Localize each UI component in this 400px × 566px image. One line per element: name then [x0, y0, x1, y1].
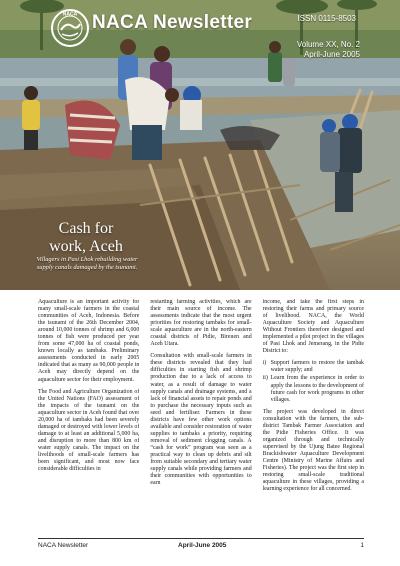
issue-date: April-June 2005 [303, 50, 360, 59]
list-item [263, 375, 364, 403]
page-number: 1 [360, 542, 364, 549]
cover-headline-line2: work, Aceh [49, 238, 123, 255]
newsletter-title: NACA Newsletter [92, 12, 253, 33]
objective-list [263, 360, 364, 403]
naca-logo [50, 8, 90, 48]
paragraph: The Food and Agriculture Organization of the United Nations (FAO) assessment of the impacts of the tsunami on the aquaculture sector in Aceh found that over 20,000 ha of tambaks had been severely damaged or destroyed with lower levels of damage to at least an additional 5,000 ha, and disruption to more than 800 km of water supply canals. The impact on the livelihoods of small-scale farmers has been significant, and most now face considerable difficulties in [38, 388, 140, 473]
paragraph: income, and take the first steps in restoring their farms and primary source of livelihood. NACA, the World Aquaculture Society and Aquaculture Without Frontiers therefore designed and implemented a pilot project in the villages of Pasi Lhok and Jemerang, in the Pidie District to: [262, 299, 364, 355]
paragraph: Aquaculture is an important activity for many small-scale farmers in the coastal communities of Aceh, Indonesia. Before the tsunami of the 26th December 2004, around 10,000 tonnes of shrimp and 6,000 tonnes of fish were produced per year from some 47,000 ha of coastal ponds, known locally as tambaks. Preliminary assessments conducted in early 2005 indicated that as many as 90,000 people in Aceh may directly depend on the aquaculture sector for their employment. [38, 299, 140, 383]
list-item [263, 360, 364, 374]
list-item-text: Learn from the experience in order to apply the lessons to the development of future cash for work programs in other villages. [270, 375, 364, 403]
logo-text: NACA [62, 11, 78, 18]
cover-headline [40, 220, 132, 256]
footer-date: April-June 2005 [178, 542, 227, 549]
footer-publication: NACA Newsletter [38, 542, 89, 549]
list-marker: i) [262, 360, 267, 367]
photo-caption: Villagers in Pasi Lhok rebuilding water supply canals damaged by the tsunami. [36, 256, 138, 271]
volume-number: Volume XX, No. 2 [296, 40, 360, 49]
article-body [38, 299, 364, 535]
footer-divider [38, 538, 364, 539]
list-marker: ii) [262, 375, 268, 382]
paragraph: Consultation with small-scale farmers in these districts revealed that they had difficulties in starting fish and shrimp production due to a lack of access to water, as a result of damage to water supply canals and drainage systems, and a lack of financial assets to repair ponds and to purchase the necessary inputs such as seed and fertiliser. Farmers in these districts have few other work options available and consider restoration of water supplies to tambaks a priority, requiring removal of sediment clogging canals. A “cash for work” program was seen as a practical way to clean up debris and silt from suitable secondary and tertiary water supply canals while providing farmers and their communities with opportunities to earn [150, 353, 252, 487]
volume-info [297, 40, 360, 60]
issn-number: ISSN 0115-8503 [297, 14, 356, 23]
page-footer [38, 542, 364, 552]
paragraph: The project was developed in direct consultation with the farmers, the sub-district Tambak Farmer Association and the Pidie Fisheries Office. It was organized through and technically supervised by the Ujung Batee Regional Brackishwater Aquaculture Development Centre (Ministry of Marine Affairs and Fisheries). The project was the first step in restoring small-scale traditional aquaculture in these villages, providing a learning experience for all concerned. [262, 408, 364, 493]
cover-headline-line1: Cash for [58, 220, 114, 237]
article-column-3 [263, 299, 364, 535]
paragraph: restarting farming activities, which are their main source of income. The assessments indicate that the most urgent priorities for restoring tambaks for small-scale aquaculture are in the north-eastern coastal districts of Pidie, Bireuen and Aceh Utara. [150, 299, 252, 348]
article-column-1 [38, 299, 139, 535]
article-column-2 [150, 299, 251, 535]
naca-logo-icon [50, 8, 90, 48]
list-item-text: Support farmers to restore the tambak water supply; and [270, 360, 364, 374]
